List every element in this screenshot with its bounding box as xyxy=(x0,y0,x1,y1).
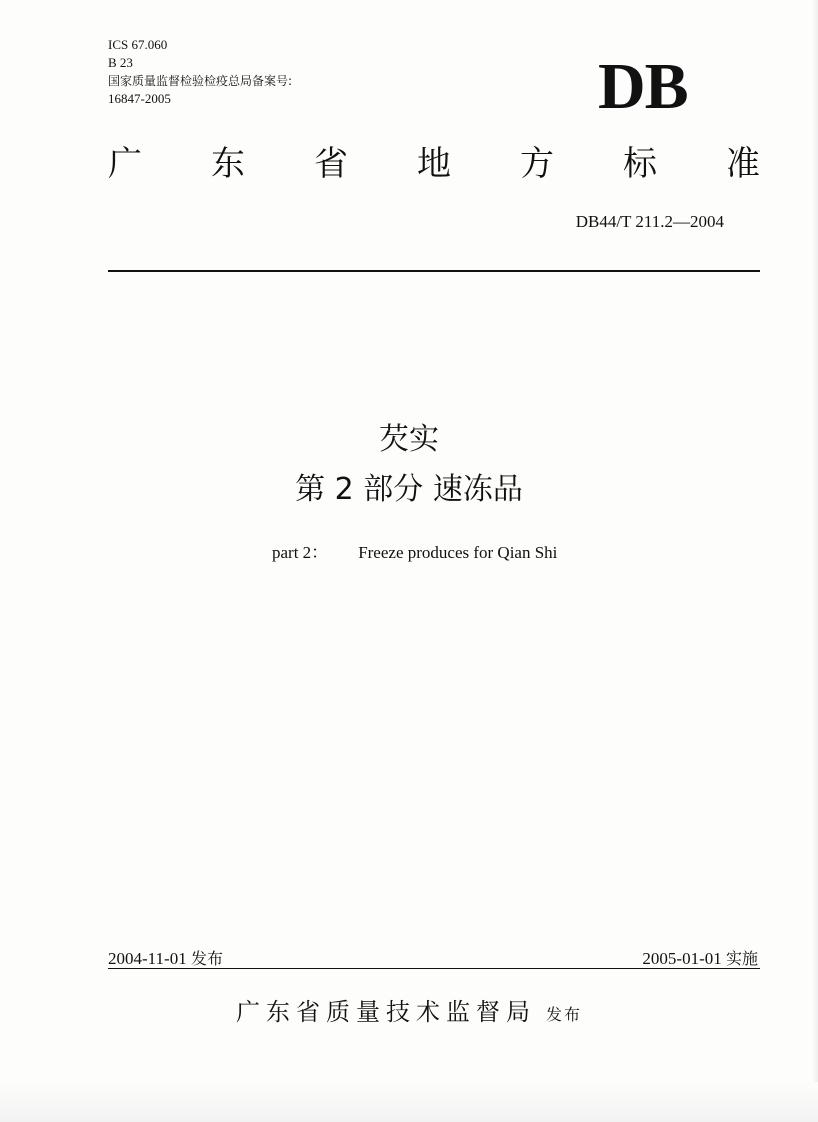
filing-label: 国家质量监督检验检疫总局备案号: xyxy=(108,74,293,88)
ccs-code: B 23 xyxy=(108,55,133,70)
issuer-label: 发布 xyxy=(545,1005,582,1024)
scan-edge-shadow xyxy=(812,0,818,1122)
standard-type-char: 准 xyxy=(726,144,760,184)
header-metadata xyxy=(108,36,292,108)
issuer-name: 广东省质量技术监督局 xyxy=(235,998,536,1026)
ics-code: ICS 67.060 xyxy=(108,37,168,52)
english-title-prefix: part 2： xyxy=(272,543,329,562)
standard-type-char: 东 xyxy=(211,144,245,184)
standard-number: DB44/T 211.2—2004 xyxy=(575,212,724,231)
filing-number: 16847-2005 xyxy=(108,91,171,106)
implementation-date: 2005-01-01 xyxy=(642,949,722,968)
top-divider xyxy=(108,270,760,272)
english-title-text: Freeze produces for Qian Shi xyxy=(358,543,558,562)
standard-type-char: 广 xyxy=(108,144,142,184)
standard-type-char: 省 xyxy=(314,144,348,184)
issuing-authority xyxy=(0,996,818,1031)
standard-type-heading xyxy=(108,142,760,186)
bottom-divider xyxy=(108,968,760,969)
standard-type-char: 地 xyxy=(417,144,451,184)
implementation-date-line xyxy=(642,946,758,969)
issue-date-line xyxy=(108,946,223,969)
issue-label: 发布 xyxy=(190,949,223,968)
document-title: 芡实 xyxy=(379,422,439,457)
db-logo: DB xyxy=(598,50,688,123)
document-part-title: 第 2 部分 速冻品 xyxy=(295,472,523,507)
standard-type-char: 标 xyxy=(623,144,657,184)
english-title xyxy=(272,538,557,563)
implementation-label: 实施 xyxy=(725,949,758,968)
issue-date: 2004-11-01 xyxy=(108,949,187,968)
scan-bottom-shadow xyxy=(0,1082,818,1122)
standard-type-char: 方 xyxy=(520,144,554,184)
